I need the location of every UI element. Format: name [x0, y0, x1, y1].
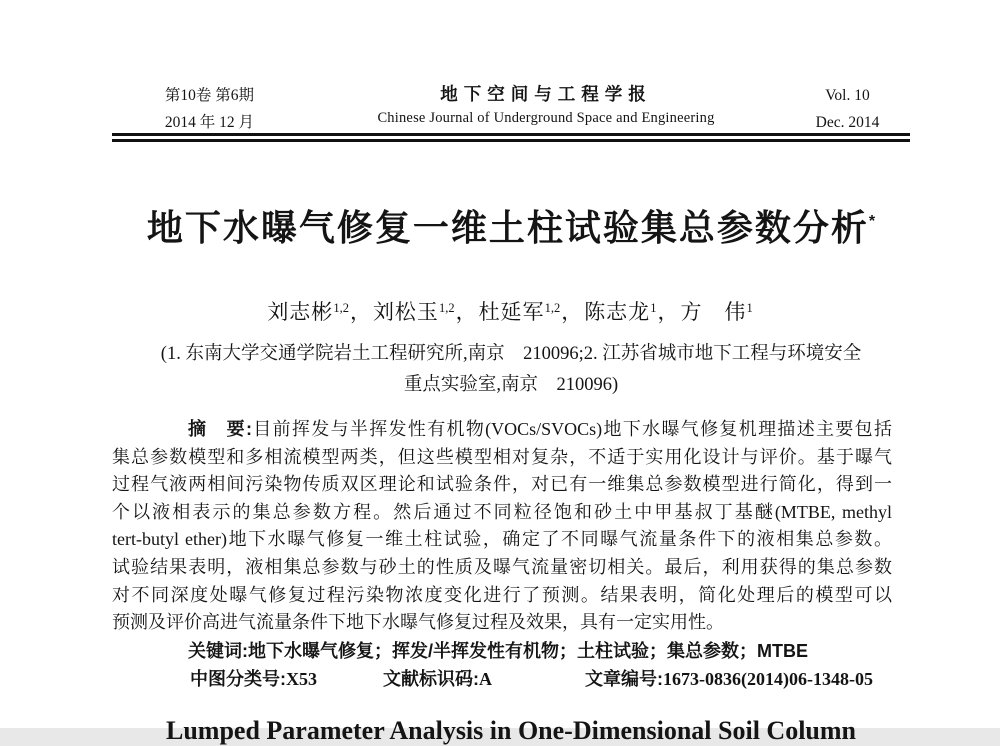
- author-line: [112, 296, 910, 326]
- journal-title-en: Chinese Journal of Underground Space and Engineering: [377, 110, 715, 126]
- journal-volume-en: Vol. 10: [825, 87, 870, 104]
- author-name: 杜延军: [478, 300, 545, 324]
- author-separator: ，: [349, 300, 372, 324]
- article-number-value: 1673-0836(2014)06-1348-05: [663, 669, 873, 689]
- abstract-line: 集总参数模型和多相流模型两类，但这些模型相对复杂，不适于实用化设计与评价。基于曝气: [112, 446, 892, 467]
- author-separator: ，: [455, 300, 478, 324]
- author: [680, 300, 754, 324]
- article-number: [585, 665, 873, 691]
- abstract-line: 预测及评价高进气流量条件下地下水曝气修复过程及效果，具有一定实用性。: [112, 612, 724, 633]
- abstract-line: [112, 416, 892, 444]
- abstract-label: 摘 要:: [188, 419, 252, 439]
- journal-date-cn: 2014 年 12 月: [164, 114, 255, 131]
- document-code: [383, 665, 492, 691]
- journal-title-cn: 地下空间与工程学报: [440, 84, 652, 104]
- journal-header: [112, 82, 910, 136]
- author-name: 刘松玉: [372, 300, 439, 324]
- journal-volume-issue-block: [112, 82, 307, 136]
- affiliation-line-2: 重点实验室,南京 210096): [403, 375, 619, 395]
- abstract-line: 对不同深度处曝气修复过程污染物浓度变化进行了预测。结果表明，简化处理后的模型可以: [112, 584, 892, 605]
- keywords-line: [112, 637, 902, 663]
- abstract: [112, 416, 892, 637]
- author-name: 方 伟: [680, 300, 747, 324]
- author-name: 刘志彬: [267, 300, 334, 324]
- author: [479, 300, 585, 324]
- author: [584, 300, 680, 324]
- abstract-line: 个以液相表示的集总参数方程。然后通过不同粒径饱和砂土中甲基叔丁基醚(MTBE, methyl: [112, 501, 892, 522]
- journal-date-en: Dec. 2014: [815, 114, 880, 131]
- article-title-text: 地下水曝气修复一维土柱试验集总参数分析: [146, 207, 869, 248]
- english-title-partial: Lumped Parameter Analysis in One-Dimensional Soil Column: [165, 716, 857, 745]
- journal-volume-block-en: [785, 82, 910, 136]
- abstract-line: 过程气液两相间污染物传质双区理论和试验条件，对已有一维集总参数模型进行简化，得到一: [112, 474, 892, 495]
- keywords-text: 地下水曝气修复；挥发/半挥发性有机物；土柱试验；集总参数；MTBE: [248, 641, 808, 661]
- author-separator: ，: [657, 300, 680, 324]
- abstract-line: 试验结果表明，液相集总参数与砂土的性质及曝气流量密切相关。最后，利用获得的集总参数: [112, 556, 892, 577]
- author-affiliation-sup: 1,2: [544, 301, 561, 315]
- keywords-label: 关键词:: [188, 641, 248, 661]
- meta-row: [0, 665, 1000, 691]
- journal-title-block: [307, 82, 785, 130]
- title-footnote-marker: *: [868, 213, 876, 230]
- journal-volume-issue: 第10卷 第6期: [164, 87, 255, 104]
- author-affiliation-sup: 1: [746, 301, 753, 315]
- author: [267, 300, 373, 324]
- abstract-text: 目前挥发与半挥发性有机物(VOCs/SVOCs)地下水曝气修复机理描述主要包括: [251, 419, 893, 439]
- author-affiliation-sup: 1: [650, 301, 657, 315]
- article-number-label: 文章编号:: [585, 669, 663, 689]
- clc-label: 中图分类号:: [190, 669, 286, 689]
- author: [373, 300, 479, 324]
- document-code-label: 文献标识码:: [383, 669, 479, 689]
- abstract-line: tert-butyl ether)地下水曝气修复一维土柱试验，确定了不同曝气流量条件下的液相集总参数。: [112, 529, 892, 550]
- clc-value: X53: [286, 669, 317, 689]
- author-affiliation-sup: 1,2: [333, 301, 349, 315]
- clc-number: [190, 665, 317, 691]
- author-affiliation-sup: 1,2: [438, 301, 455, 315]
- header-double-rule: [112, 133, 910, 142]
- affiliation-line-1: (1. 东南大学交通学院岩土工程研究所,南京 210096;2. 江苏省城市地下工程与环境安全: [160, 344, 862, 364]
- document-code-value: A: [479, 669, 492, 689]
- author-name: 陈志龙: [584, 300, 651, 324]
- article-title: [92, 200, 930, 251]
- affiliation: [92, 339, 930, 401]
- author-separator: ，: [561, 300, 584, 324]
